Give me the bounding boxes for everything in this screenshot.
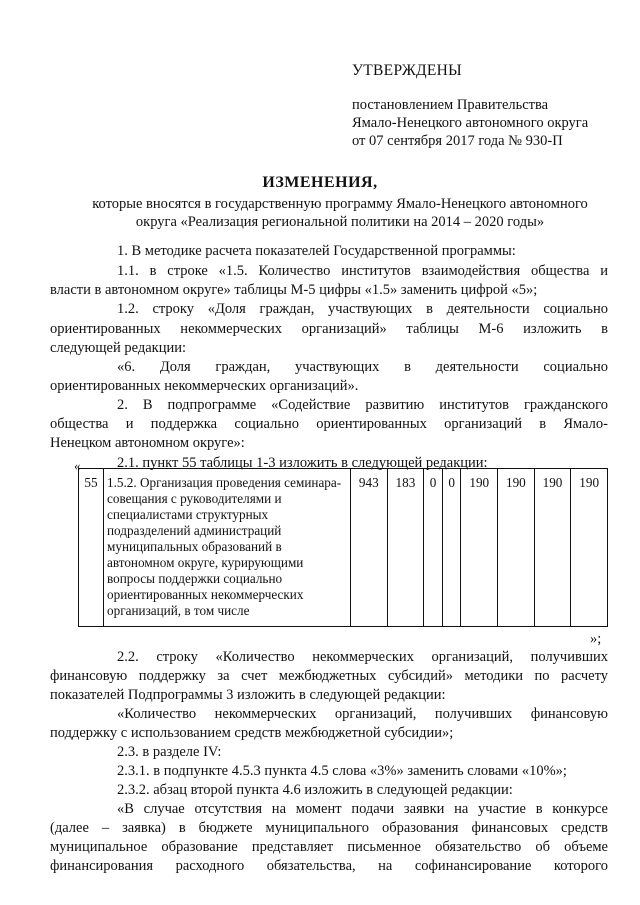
paragraph-line: 2.3.2. абзац второй пункта 4.6 изложить в следующей редакции: bbox=[117, 782, 513, 798]
paragraph-line: Ненецком автономном округе»: bbox=[50, 435, 245, 451]
paragraph-line: 2.3.1. в подпункте 4.5.3 пункта 4.5 слова «3%» заменить словами «10%»; bbox=[117, 763, 567, 779]
paragraph-line: финансирования расходного обязательства, на софинансирование которого bbox=[50, 858, 608, 874]
paragraph-line: показателей Подпрограммы 3 изложить в следующей редакции: bbox=[50, 687, 446, 703]
paragraph-line: «В случае отсутствия на момент подачи заявки на участие в конкурсе bbox=[117, 801, 608, 817]
row-value: 0 bbox=[424, 469, 443, 627]
paragraph-line: финансовую поддержку за счет межбюджетных субсидий» методики по расчету bbox=[50, 668, 608, 684]
open-quote: « bbox=[74, 458, 81, 473]
paragraph-line: следующей редакции: bbox=[50, 340, 187, 356]
paragraph-line: 2.2. строку «Количество некоммерческих организаций, получивших bbox=[117, 649, 608, 665]
paragraph-line: 2.1. пункт 55 таблицы 1-3 изложить в следующей редакции: bbox=[117, 455, 488, 471]
paragraph-line: ориентированных некоммерческих организаций» таблицы М-6 изложить в bbox=[50, 321, 608, 337]
paragraph-line: «6. Доля граждан, участвующих в деятельности социально bbox=[117, 359, 608, 375]
approval-line: постановлением Правительства bbox=[352, 97, 549, 113]
paragraph-line: 1.1. в строке «1.5. Количество институтов взаимодействия общества и bbox=[117, 263, 608, 279]
document-subtitle-line: которые вносятся в государственную программу Ямало-Ненецкого автономного bbox=[92, 196, 588, 212]
paragraph-line: власти в автономном округе» таблицы М-5 цифры «1.5» заменить цифрой «5»; bbox=[50, 282, 538, 298]
row-description: 1.5.2. Организация проведения семинара-совещания с руководителями и специалистами структурных подразделений администраций муниципальных образований в автономном округе, курирующими вопросы поддержки социально ориентированных некоммерческих организаций, в том числе bbox=[104, 469, 351, 627]
row-value: 190 bbox=[461, 469, 498, 627]
paragraph-line: общества и поддержка социально ориентированных организаций в Ямало- bbox=[50, 416, 608, 432]
document-subtitle-line: округа «Реализация региональной политики на 2014 – 2020 годы» bbox=[135, 214, 545, 230]
close-quote: »; bbox=[590, 631, 602, 647]
paragraph-line: ориентированных некоммерческих организаций». bbox=[50, 378, 359, 394]
paragraph-line: (далее – заявка) в бюджете муниципального образования финансовых средств bbox=[50, 820, 608, 836]
paragraph-line: 2. В подпрограмме «Содействие развитию институтов гражданского bbox=[117, 397, 608, 413]
row-number: 55 bbox=[79, 469, 104, 627]
row-value: 183 bbox=[387, 469, 424, 627]
row-value: 190 bbox=[498, 469, 535, 627]
paragraph-line: 1.2. строку «Доля граждан, участвующих в деятельности социально bbox=[117, 301, 608, 317]
table-row bbox=[79, 469, 608, 627]
approval-line: Ямало-Ненецкого автономного округа bbox=[352, 115, 589, 131]
paragraph-line: муниципальное образование представляет письменное обязательство об объеме bbox=[50, 839, 608, 855]
approval-line: от 07 сентября 2017 года № 930-П bbox=[352, 133, 563, 149]
paragraph-line: поддержку с использованием средств межбюджетной субсидии»; bbox=[50, 725, 454, 741]
row-value: 190 bbox=[534, 469, 571, 627]
row-value: 0 bbox=[442, 469, 461, 627]
paragraph-line: 1. В методике расчета показателей Государственной программы: bbox=[117, 243, 516, 259]
paragraph-line: «Количество некоммерческих организаций, получивших финансовую bbox=[117, 706, 608, 722]
approval-title: УТВЕРЖДЕНЫ bbox=[352, 62, 462, 79]
amendment-table bbox=[78, 468, 608, 627]
paragraph-line: 2.3. в разделе IV: bbox=[117, 744, 222, 760]
row-value: 943 bbox=[351, 469, 388, 627]
document-title: ИЗМЕНЕНИЯ, bbox=[262, 174, 378, 191]
row-value: 190 bbox=[571, 469, 608, 627]
